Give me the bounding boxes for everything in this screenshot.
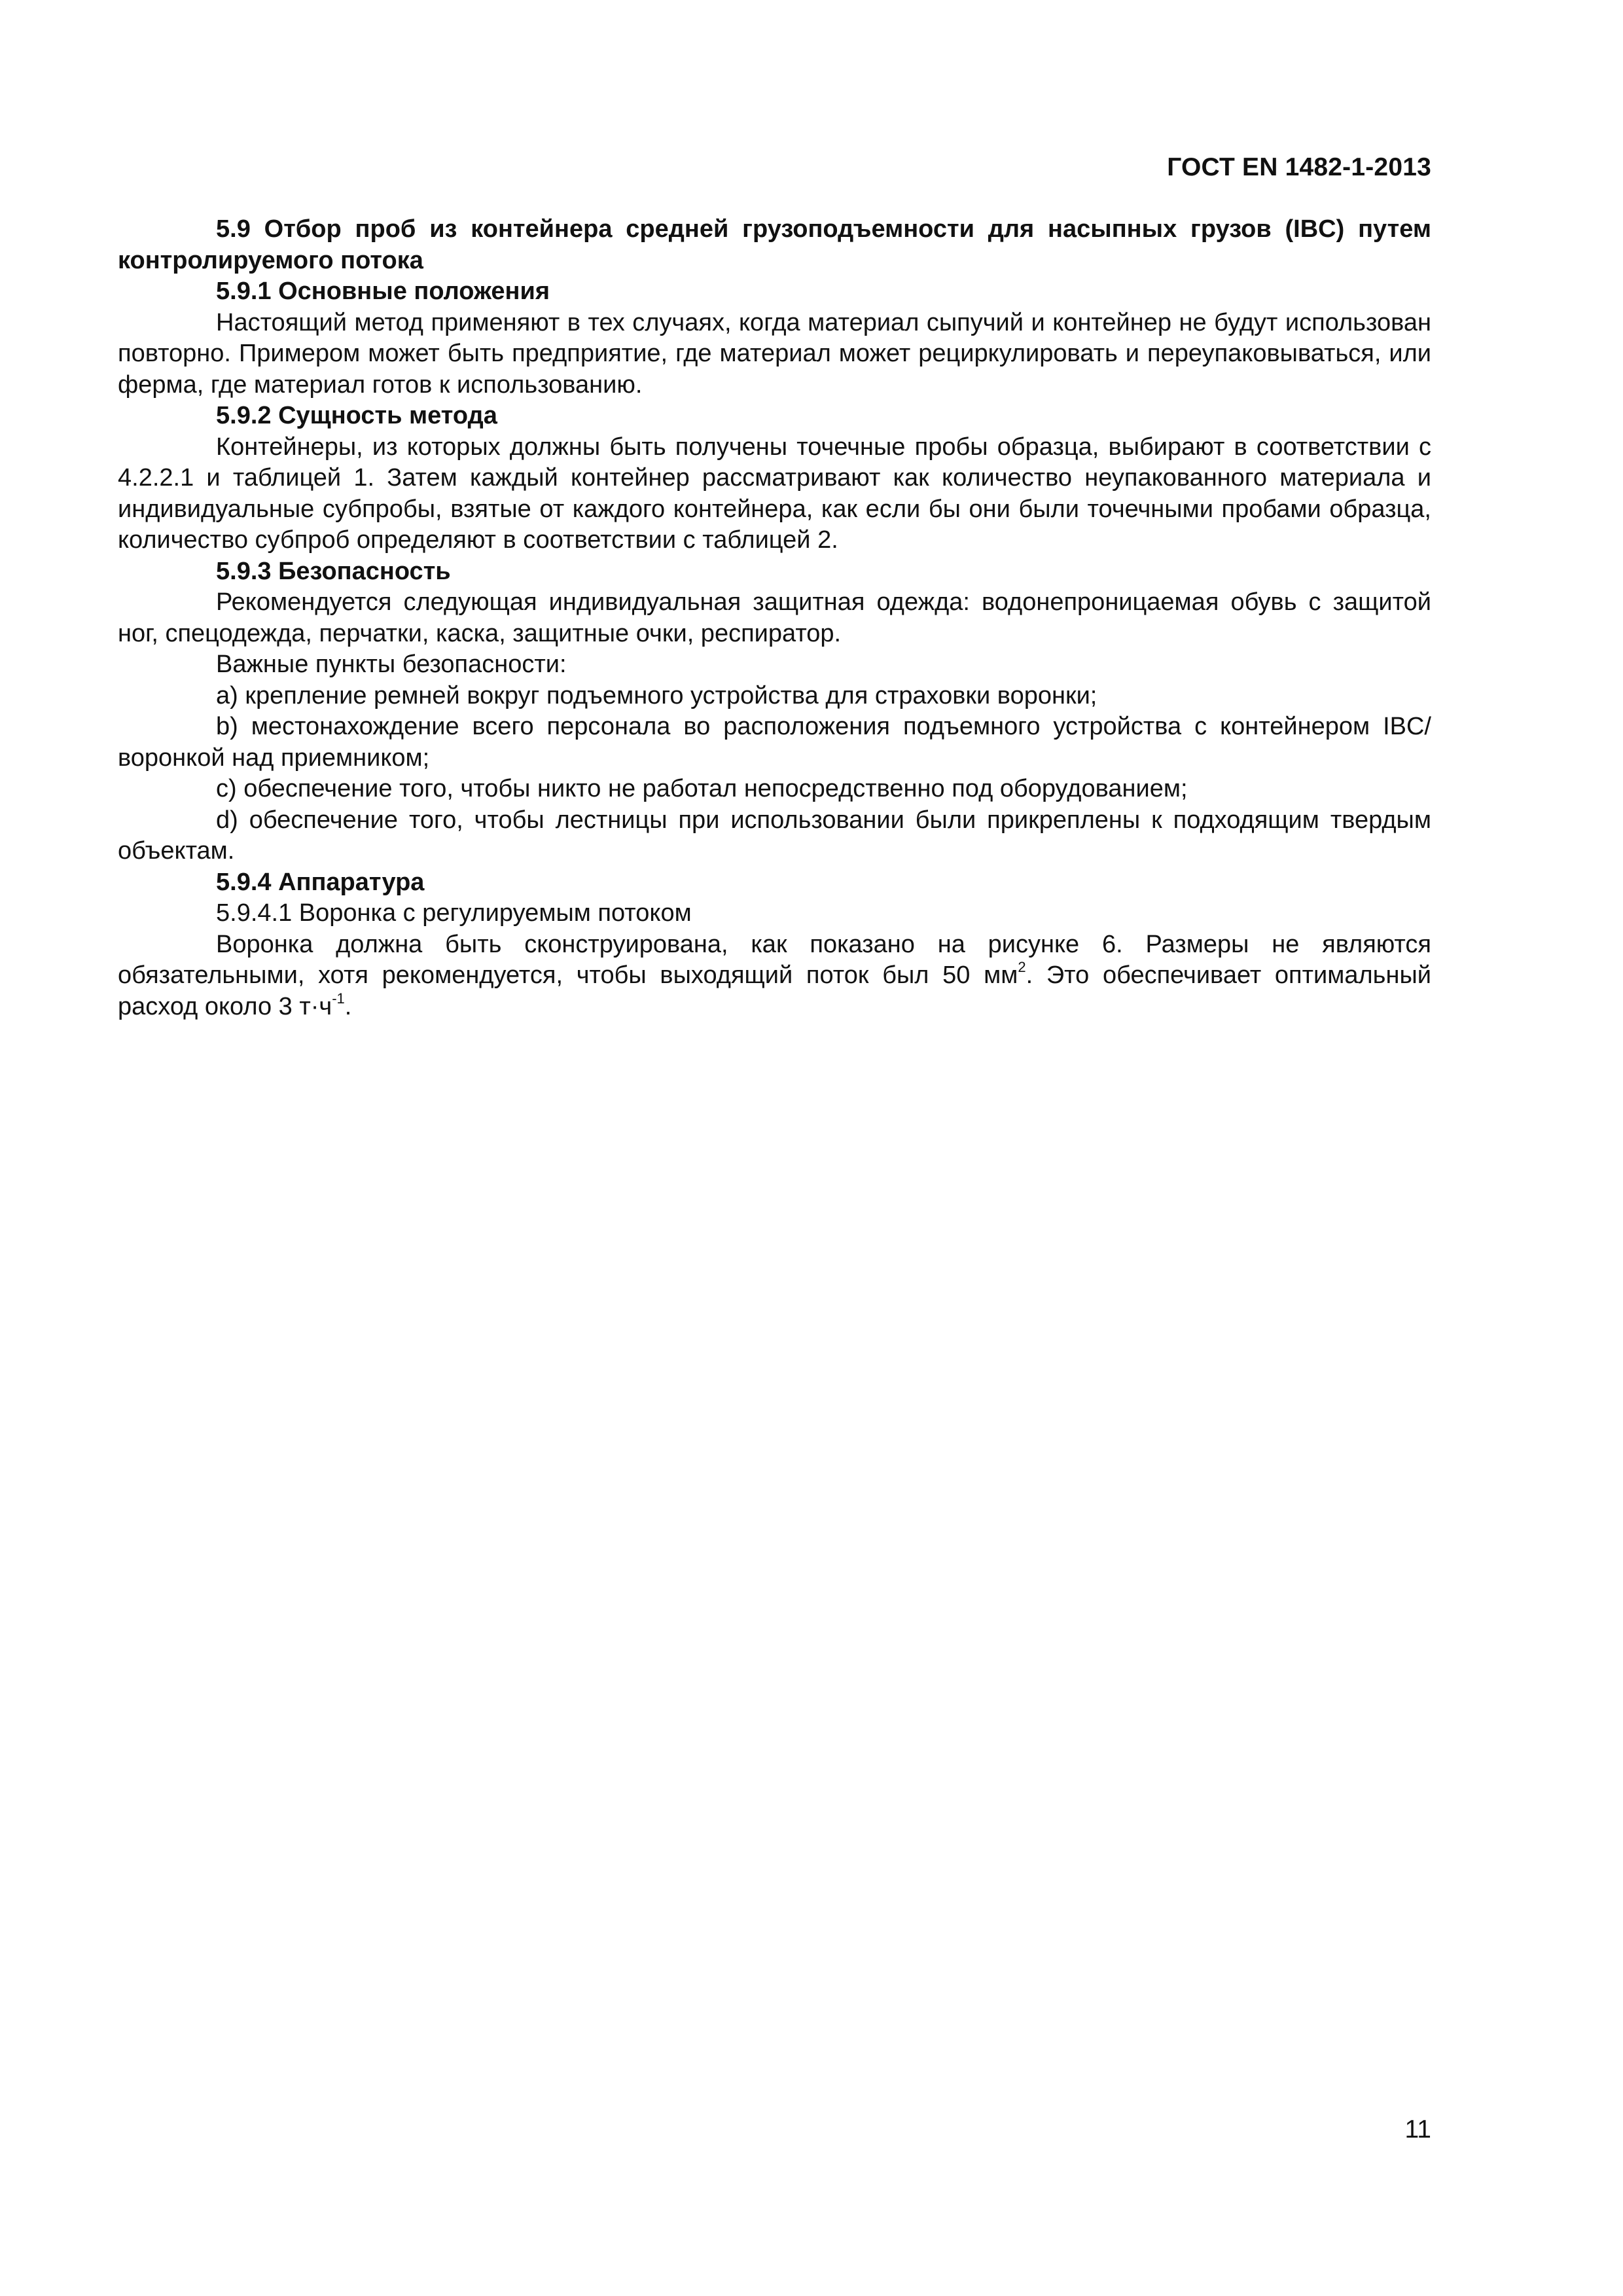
document-code: ГОСТ EN 1482-1-2013	[1167, 153, 1431, 181]
list-item: а) крепление ремней вокруг подъемного устройства для страховки воронки;	[216, 681, 1097, 709]
document-body	[118, 214, 1431, 1022]
subsection-heading: 5.9.2 Сущность метода	[216, 402, 497, 429]
paragraph: Контейнеры, из которых должны быть получены точечные пробы образца, выбирают в соответствии с 4.2.2.1 и таблицей 1. Затем каждый контейнер рассматривают как количество неупакованного материала и индивидуальные субпробы, взятые от каждого контейнера, как если бы они были точечными пробами образца, количество субпроб определяют в соответствии с таблицей 2.	[118, 433, 1431, 554]
paragraph: Важные пункты безопасности:	[216, 651, 567, 678]
page-number: 11	[1404, 2115, 1431, 2144]
list-item: d) обеспечение того, чтобы лестницы при использовании были прикреплены к подходящим твердым объектам.	[118, 806, 1431, 865]
paragraph-text: Воронка должна быть сконструирована, как показано на рисунке 6. Размеры не являются обязательными, хотя рекомендуется, чтобы выходящий поток был 50 мм	[118, 930, 1431, 989]
subsection-heading: 5.9.4 Аппаратура	[216, 868, 425, 896]
sub-subsection-heading: 5.9.4.1 Воронка с регулируемым потоком	[216, 899, 692, 927]
subsection-heading: 5.9.3 Безопасность	[216, 557, 451, 585]
paragraph: Рекомендуется следующая индивидуальная защитная одежда: водонепроницаемая обувь с защитой ног, спецодежда, перчатки, каска, защитные очки, респиратор.	[118, 588, 1431, 647]
subsection-heading: 5.9.1 Основные положения	[216, 278, 550, 305]
list-item: c) обеспечение того, чтобы никто не работал непосредственно под оборудованием;	[216, 775, 1188, 802]
paragraph	[118, 929, 1431, 1023]
superscript: 2	[1018, 959, 1026, 976]
paragraph: Настоящий метод применяют в тех случаях, когда материал сыпучий и контейнер не будут использован повторно. Примером может быть предприятие, где материал может рециркулировать и переупаковываться, или ферма, где материал готов к использованию.	[118, 308, 1431, 399]
paragraph-text: . Это обеспечивает оптимальный расход около 3 т·ч	[118, 961, 1432, 1020]
paragraph-text: .	[344, 992, 352, 1020]
section-title: 5.9 Отбор проб из контейнера средней грузоподъемности для насыпных грузов (IBC) путем контролируемого потока	[118, 215, 1431, 274]
list-item: b) местонахождение всего персонала во расположения подъемного устройства с контейнером IBC/воронкой над приемником;	[118, 713, 1431, 772]
superscript: -1	[332, 990, 345, 1007]
